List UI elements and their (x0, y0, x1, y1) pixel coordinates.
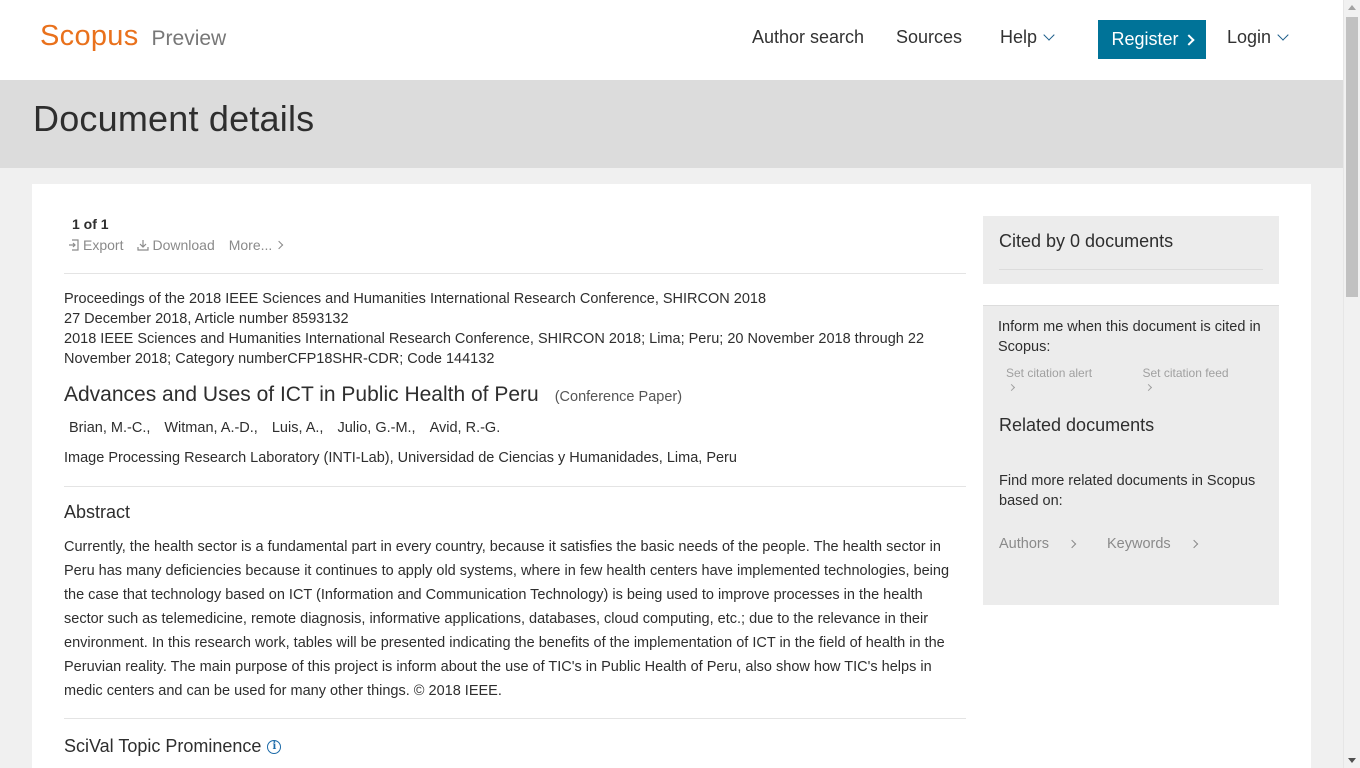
related-documents-heading: Related documents (999, 415, 1155, 435)
nav-author-search[interactable]: Author search (752, 27, 865, 47)
related-links (999, 536, 1229, 552)
author-link[interactable]: Brian, M.-C., (69, 420, 151, 436)
sidebar-panel (983, 305, 1279, 605)
related-keywords-label: Keywords (1106, 536, 1171, 552)
related-authors-label: Authors (999, 536, 1049, 552)
cited-by-panel (983, 216, 1279, 284)
brand-name: Scopus (40, 20, 139, 52)
abstract-heading: Abstract (64, 502, 131, 522)
document-type: (Conference Paper) (554, 389, 683, 405)
set-citation-feed-label: Set citation feed (1142, 366, 1229, 380)
conference-info: 2018 IEEE Sciences and Humanities International Research Conference, SHIRCON 2018; Lima; Peru; 20 November 2018 through 22 November 2018; Category numberCFP18SHR-CDR; Code 144132 (64, 331, 925, 367)
scopus-logo[interactable] (40, 20, 226, 53)
abstract-text: Currently, the health sector is a fundamental part in every country, because it satisfies the basic needs of the people. The health sector in Peru has many deficiencies because it continues to apply old systems, where in few health centers have implemented technologies, being the case that technology based on ICT (Information and Communication Technology) is being used to improve processes in the health sector such as telemedicine, remote diagnosis, informative applications, databases, cloud computing, etc.; due to the relevance in their environment. In this research work, tables will be presented indicating the benefits of the implementation of ICT in the field of health in the Peruvian reality. The main purpose of this project is inform about the use of TIC's in Public Health of Peru, also show how TIC's helps in medic centers and can be used for many other things. © 2018 IEEE. (64, 539, 950, 699)
nav-sources[interactable]: Sources (896, 27, 963, 47)
nav-help[interactable] (1000, 27, 1053, 48)
document-toolbar (68, 237, 296, 253)
author-list (69, 420, 514, 436)
download-button[interactable] (137, 237, 214, 253)
export-icon (68, 239, 80, 251)
author-link[interactable]: Witman, A.-D., (164, 420, 258, 436)
brand-subtitle: Preview (151, 27, 227, 50)
related-documents-text: Find more related documents in Scopus based on: (999, 473, 1256, 509)
divider (64, 486, 966, 487)
vertical-scrollbar[interactable] (1343, 0, 1360, 768)
author-link[interactable]: Luis, A., (271, 420, 324, 436)
scroll-down-arrow-icon[interactable] (1348, 758, 1356, 763)
set-citation-alert-link[interactable] (1006, 366, 1119, 394)
document-title-row (64, 383, 682, 407)
set-citation-alert-label: Set citation alert (1006, 366, 1093, 380)
scroll-thumb[interactable] (1346, 17, 1358, 297)
chevron-right-icon (1068, 540, 1076, 548)
chevron-right-icon (1183, 34, 1194, 45)
document-card (32, 184, 1311, 768)
page-title: Document details (33, 98, 315, 139)
divider (64, 718, 966, 719)
nav-login[interactable] (1227, 27, 1287, 48)
nav-help-label: Help (1000, 27, 1038, 47)
citation-alert-links (1006, 366, 1279, 394)
chevron-down-icon (1043, 29, 1054, 40)
scival-heading-label: SciVal Topic Prominence (64, 736, 262, 756)
affiliation: Image Processing Research Laboratory (INTI-Lab), Universidad de Ciencias y Humanidades, Lima, Peru (64, 450, 737, 466)
author-link[interactable]: Avid, R.-G. (429, 420, 501, 436)
related-authors-link[interactable] (999, 536, 1091, 552)
result-count: 1 of 1 (72, 216, 109, 232)
register-button[interactable] (1098, 20, 1206, 59)
scival-heading (64, 736, 281, 757)
chevron-right-icon (1144, 384, 1151, 391)
more-button[interactable] (229, 237, 283, 253)
cited-by-heading: Cited by 0 documents (999, 231, 1174, 251)
info-icon[interactable]: i (267, 740, 281, 754)
chevron-right-icon (1189, 540, 1197, 548)
source-title[interactable]: Proceedings of the 2018 IEEE Sciences and Humanities International Research Conference, SHIRCON 2018 (64, 291, 767, 307)
source-info (64, 289, 964, 369)
set-citation-feed-link[interactable] (1143, 366, 1256, 394)
chevron-down-icon (1277, 29, 1288, 40)
citation-inform-text: Inform me when this document is cited in Scopus: (998, 319, 1261, 355)
chevron-right-icon (1008, 384, 1015, 391)
chevron-right-icon (275, 241, 283, 249)
export-label: Export (83, 237, 124, 253)
download-icon (137, 239, 149, 251)
scroll-up-arrow-icon[interactable] (1348, 5, 1356, 10)
nav-login-label: Login (1227, 27, 1272, 47)
divider (64, 273, 966, 274)
source-date: 27 December 2018, Article number 8593132 (64, 311, 349, 327)
divider (999, 269, 1263, 270)
download-label: Download (152, 237, 215, 253)
page-title-band (0, 80, 1343, 168)
document-title: Advances and Uses of ICT in Public Health of Peru (64, 383, 539, 406)
author-link[interactable]: Julio, G.-M., (337, 420, 416, 436)
more-label: More... (228, 237, 273, 253)
related-keywords-link[interactable] (1107, 536, 1213, 552)
top-navigation-bar (0, 0, 1343, 80)
register-label: Register (1111, 29, 1179, 49)
export-button[interactable] (68, 237, 123, 253)
